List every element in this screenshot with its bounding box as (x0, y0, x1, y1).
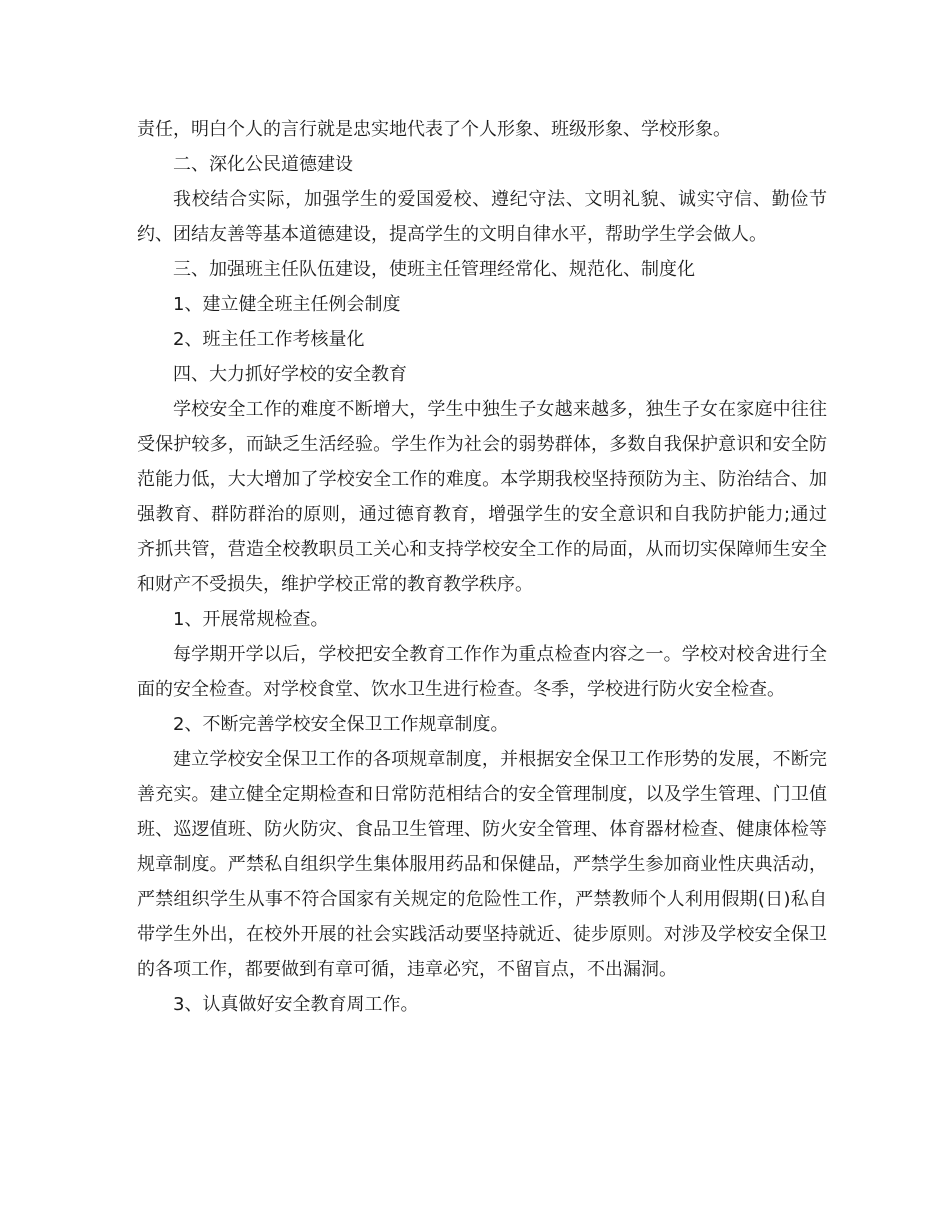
list-item-routine-inspection: 1、开展常规检查。 (173, 609, 329, 630)
section-heading-civic-morality: 二、深化公民道德建设 (173, 154, 353, 175)
list-item-meeting-system: 1、建立健全班主任例会制度 (173, 294, 401, 315)
list-item-assessment: 2、班主任工作考核量化 (173, 329, 365, 350)
paragraph-moral-construction: 我校结合实际，加强学生的爱国爱校、遵纪守法、文明礼貌、诚实守信、勤俭节约、团结友善等基本道德建设，提高学生的文明自律水平，帮助学生学会做人。 (137, 189, 827, 245)
section-heading-safety-education: 四、大力抓好学校的安全教育 (173, 364, 407, 385)
paragraph-security-rules: 建立学校安全保卫工作的各项规章制度，并根据安全保卫工作形势的发展，不断完善充实。建立健全定期检查和日常防范相结合的安全管理制度，以及学生管理、门卫值班、巡逻值班、防火防灾、食品卫生管理、防火安全管理、体育器材检查、健康体检等规章制度。严禁私自组织学生集体服用药品和保健品，严禁学生参加商业性庆典活动，严禁组织学生从事不符合国家有关规定的危险性工作，严禁教师个人利用假期(日)私自带学生外出，在校外开展的社会实践活动要坚持就近、徒步原则。对涉及学校安全保卫的各项工作，都要做到有章可循，违章必究，不留盲点，不出漏洞。 (137, 749, 827, 980)
list-item-security-rules: 2、不断完善学校安全保卫工作规章制度。 (173, 714, 509, 735)
paragraph-routine-inspection: 每学期开学以后，学校把安全教育工作作为重点检查内容之一。学校对校舍进行全面的安全检查。对学校食堂、饮水卫生进行检查。冬季，学校进行防火安全检查。 (137, 644, 827, 700)
section-heading-head-teacher-team: 三、加强班主任队伍建设，使班主任管理经常化、规范化、制度化 (173, 259, 695, 280)
document-body (137, 112, 827, 1022)
list-item-safety-week: 3、认真做好安全教育周工作。 (173, 994, 419, 1015)
paragraph-continuation: 责任，明白个人的言行就是忠实地代表了个人形象、班级形象、学校形象。 (137, 119, 731, 140)
paragraph-safety-difficulty: 学校安全工作的难度不断增大，学生中独生子女越来越多，独生子女在家庭中往往受保护较多，而缺乏生活经验。学生作为社会的弱势群体，多数自我保护意识和安全防范能力低，大大增加了学校安全工作的难度。本学期我校坚持预防为主、防治结合、加强教育、群防群治的原则，通过德育教育，增强学生的安全意识和自我防护能力;通过齐抓共管，营造全校教职员工关心和支持学校安全工作的局面，从而切实保障师生安全和财产不受损失，维护学校正常的教育教学秩序。 (137, 399, 827, 595)
